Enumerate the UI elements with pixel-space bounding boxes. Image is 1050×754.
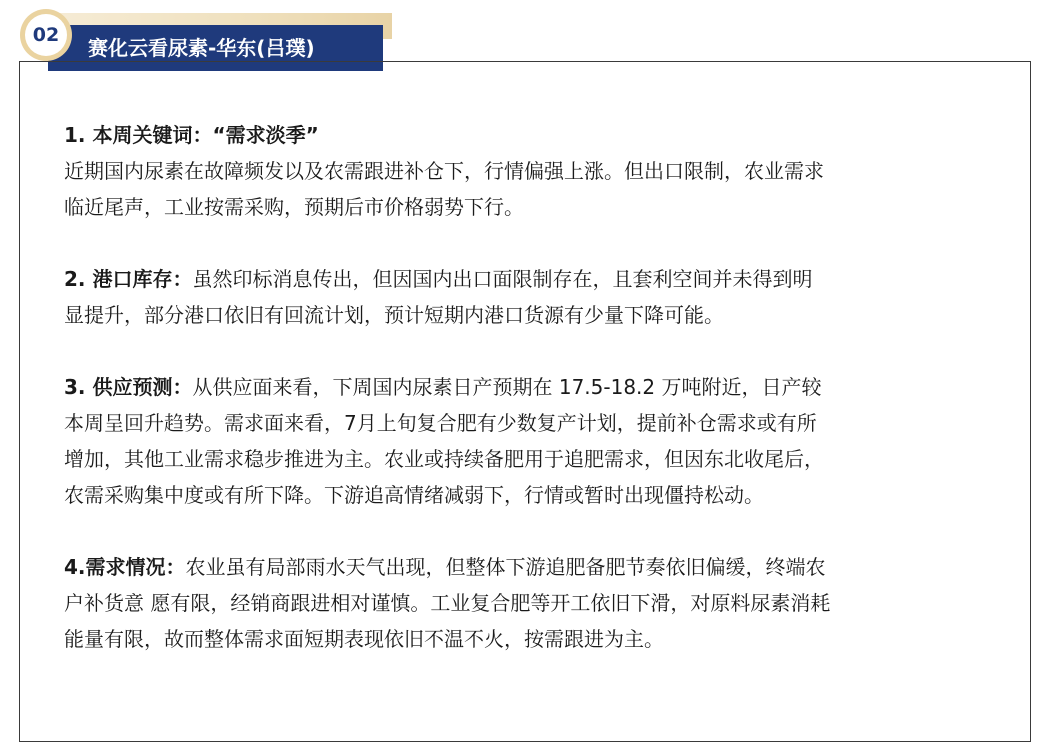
section-label: 3. 供应预测： [64,375,193,399]
text-line: 户补货意 愿有限，经销商跟进相对谨慎。工业复合肥等开工依旧下滑，对原料尿素消耗 [64,591,831,615]
section-demand [64,549,994,657]
section-title: 赛化云看尿素-华东(吕璞) [88,36,315,60]
text-line: 增加，其他工业需求稳步推进为主。农业或持续备肥用于追肥需求，但因东北收尾后， [64,447,824,471]
section-keyword [64,117,994,225]
section-label: 1. 本周关键词：“需求淡季” [64,123,319,147]
section-label: 2. 港口库存： [64,267,193,291]
report-content [64,117,994,693]
section-supply-forecast [64,369,994,513]
text-line: 农业虽有局部雨水天气出现，但整体下游追肥备肥节奏依旧偏缓，终端农 [185,555,826,579]
text-line: 本周呈回升趋势。需求面来看，7月上旬复合肥有少数复产计划，提前补仓需求或有所 [64,411,817,435]
text-line: 近期国内尿素在故障频发以及农需跟进补仓下，行情偏强上涨。但出口限制，农业需求 [64,159,824,183]
text-line: 农需采购集中度或有所下降。下游追高情绪减弱下，行情或暂时出现僵持松动。 [64,483,764,507]
text-line: 虽然印标消息传出，但因国内出口面限制存在，且套利空间并未得到明 [192,267,813,291]
text-line: 临近尾声，工业按需采购，预期后市价格弱势下行。 [64,195,524,219]
text-line: 从供应面来看，下周国内尿素日产预期在 17.5-18.2 万吨附近，日产较 [192,375,822,399]
text-line: 显提升，部分港口依旧有回流计划，预计短期内港口货源有少量下降可能。 [64,303,724,327]
section-port-inventory [64,261,994,333]
section-label: 4.需求情况： [64,555,186,579]
section-number-badge [20,9,72,61]
section-number: 02 [25,14,67,56]
text-line: 能量有限，故而整体需求面短期表现依旧不温不火，按需跟进为主。 [64,627,664,651]
